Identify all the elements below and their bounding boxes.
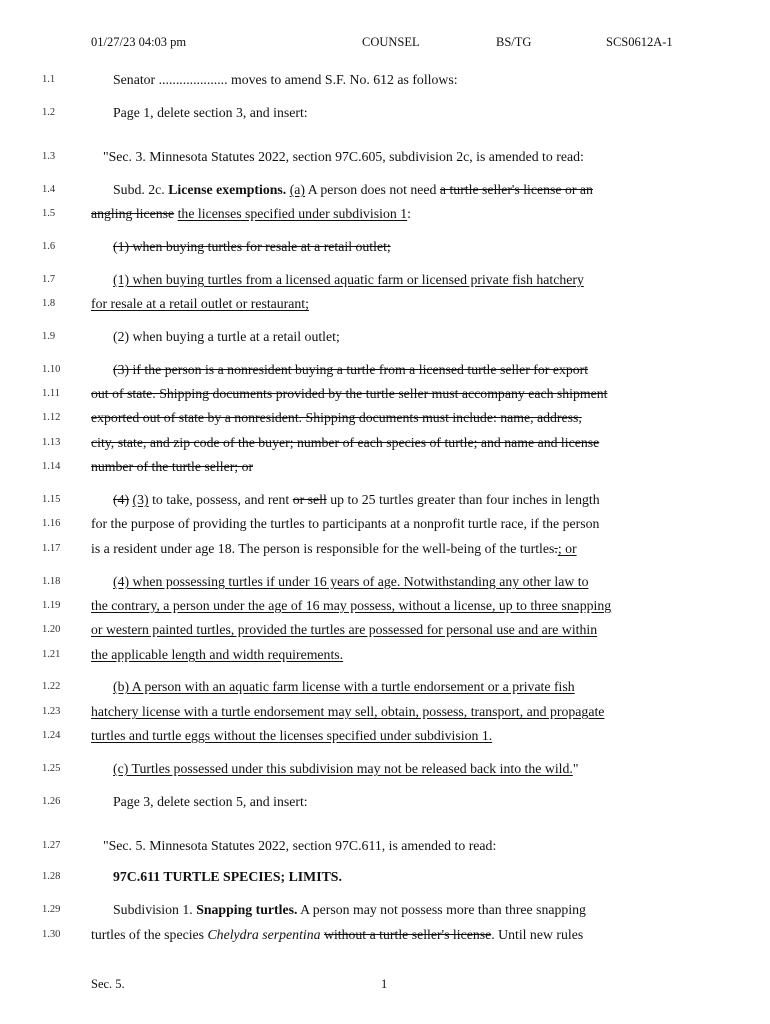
- struck-text: or sell: [292, 492, 327, 507]
- text-line-29: Subdivision 1. Snapping turtles. A person may not possess more than three snapping: [113, 902, 586, 917]
- line-number: 1.25: [42, 763, 61, 774]
- text-line-11: [91, 386, 608, 402]
- footer-section: Sec. 5.: [91, 977, 125, 991]
- text-line-1: Senator .................... moves to amend S.F. No. 612 as follows:: [113, 72, 458, 87]
- line-number: 1.15: [42, 494, 61, 505]
- line-number: 1.26: [42, 796, 61, 807]
- text-line-20: [91, 622, 597, 638]
- line-number: 1.28: [42, 871, 61, 882]
- text-line-2: Page 1, delete section 3, and insert:: [113, 105, 308, 120]
- line-number: 1.12: [42, 412, 61, 423]
- inserted-text: the licenses specified under subdivision 1: [177, 206, 408, 221]
- text-line-18: [113, 574, 589, 590]
- text-line-17: is a resident under age 18. The person is responsible for the well-being of the turtles.; or: [91, 541, 577, 556]
- struck-text: out of state. Shipping documents provided by the turtle seller must accompany each shipment: [91, 386, 608, 401]
- line-number: 1.18: [42, 576, 61, 587]
- inserted-text: (3): [132, 492, 149, 507]
- inserted-text: or western painted turtles, provided the turtles are possessed for personal use and are within: [91, 622, 598, 637]
- header-office: COUNSEL: [362, 35, 420, 49]
- text-line-10: [113, 362, 588, 378]
- text-line-23: [91, 704, 604, 720]
- inserted-text: ; or: [557, 541, 577, 556]
- inserted-text: for resale at a retail outlet or restaurant;: [91, 296, 309, 311]
- inserted-text: the applicable length and width requirements.: [91, 647, 344, 662]
- line-number: 1.9: [42, 331, 56, 342]
- struck-text: exported out of state by a nonresident. Shipping documents must include: name, address,: [91, 410, 582, 425]
- text-line-4: Subd. 2c. License exemptions. (a) A person does not need a turtle seller's license or an: [113, 182, 593, 197]
- text-line-26: Page 3, delete section 5, and insert:: [113, 794, 308, 809]
- text-line-8: [91, 296, 309, 312]
- text-line-16: for the purpose of providing the turtles to participants at a nonprofit turtle race, if the person: [91, 516, 600, 531]
- line-number: 1.22: [42, 681, 61, 692]
- struck-text: city, state, and zip code of the buyer; number of each species of turtle; and name and license: [91, 435, 600, 450]
- text-line-9: (2) when buying a turtle at a retail outlet;: [113, 329, 340, 344]
- struck-text: angling license: [91, 206, 175, 221]
- text-line-21: [91, 647, 343, 663]
- line-number: 1.16: [42, 518, 61, 529]
- inserted-text: (4) when possessing turtles if under 16 years of age. Notwithstanding any other law to: [113, 574, 589, 589]
- text-line-25: (c) Turtles possessed under this subdivision may not be released back into the wild.": [113, 761, 579, 776]
- text-line-14: [91, 459, 253, 475]
- text-line-6: [113, 239, 391, 255]
- text-line-5: angling license the licenses specified under subdivision 1:: [91, 206, 411, 221]
- line-number: 1.14: [42, 461, 61, 472]
- line-number: 1.1: [42, 74, 56, 85]
- line-number: 1.19: [42, 600, 61, 611]
- text-line-22: [113, 679, 575, 695]
- line-number: 1.3: [42, 151, 56, 162]
- text-line-19: [91, 598, 611, 614]
- line-number: 1.30: [42, 929, 61, 940]
- line-number: 1.4: [42, 184, 56, 195]
- line-number: 1.27: [42, 840, 61, 851]
- line-number: 1.10: [42, 364, 61, 375]
- text-line-15: (4) (3) to take, possess, and rent or sell up to 25 turtles greater than four inches in length: [113, 492, 600, 507]
- struck-text: number of the turtle seller; or: [91, 459, 254, 474]
- page-number: 1: [381, 977, 388, 991]
- line-number: 1.29: [42, 904, 61, 915]
- line-number: 1.20: [42, 624, 61, 635]
- line-number: 1.6: [42, 241, 56, 252]
- header-doc-id: SCS0612A-1: [606, 35, 673, 49]
- line-number: 1.23: [42, 706, 61, 717]
- struck-text: (3) if the person is a nonresident buying a turtle from a licensed turtle seller for export: [113, 362, 589, 377]
- text-line-30: turtles of the species Chelydra serpentina without a turtle seller's license. Until new rules: [91, 927, 584, 942]
- line-number: 1.17: [42, 543, 61, 554]
- inserted-text: (a): [289, 182, 306, 197]
- header-datetime: 01/27/23 04:03 pm: [91, 35, 187, 49]
- text-line-27: "Sec. 5. Minnesota Statutes 2022, section 97C.611, is amended to read:: [103, 838, 497, 853]
- line-number: 1.2: [42, 107, 56, 118]
- inserted-text: (c) Turtles possessed under this subdivision may not be released back into the wild.: [113, 761, 573, 776]
- text-line-7: [113, 272, 584, 288]
- line-number: 1.13: [42, 437, 61, 448]
- struck-text: .: [554, 541, 558, 556]
- text-line-12: [91, 410, 582, 426]
- section-heading: 97C.611 TURTLE SPECIES; LIMITS.: [113, 869, 342, 884]
- line-number: 1.5: [42, 208, 56, 219]
- line-number: 1.8: [42, 298, 56, 309]
- inserted-text: the contrary, a person under the age of 16 may possess, without a license, up to three snapping: [91, 598, 612, 613]
- struck-text: without a turtle seller's license: [323, 927, 492, 942]
- inserted-text: (b) A person with an aquatic farm license with a turtle endorsement or a private fish: [113, 679, 575, 694]
- struck-text: (4): [113, 492, 130, 507]
- text-line-13: [91, 435, 599, 451]
- line-number: 1.11: [42, 388, 60, 399]
- header-initials: BS/TG: [496, 35, 532, 49]
- text-line-24: [91, 728, 492, 744]
- inserted-text: turtles and turtle eggs without the licenses specified under subdivision 1.: [91, 728, 493, 743]
- struck-text: (1) when buying turtles for resale at a retail outlet;: [113, 239, 391, 254]
- line-number: 1.7: [42, 274, 56, 285]
- line-number: 1.21: [42, 649, 61, 660]
- struck-text: a turtle seller's license or an: [439, 182, 593, 197]
- inserted-text: hatchery license with a turtle endorsement may sell, obtain, possess, transport, and propagate: [91, 704, 605, 719]
- line-number: 1.24: [42, 730, 61, 741]
- inserted-text: (1) when buying turtles from a licensed aquatic farm or licensed private fish hatchery: [113, 272, 584, 287]
- text-line-3: "Sec. 3. Minnesota Statutes 2022, section 97C.605, subdivision 2c, is amended to read:: [103, 149, 584, 164]
